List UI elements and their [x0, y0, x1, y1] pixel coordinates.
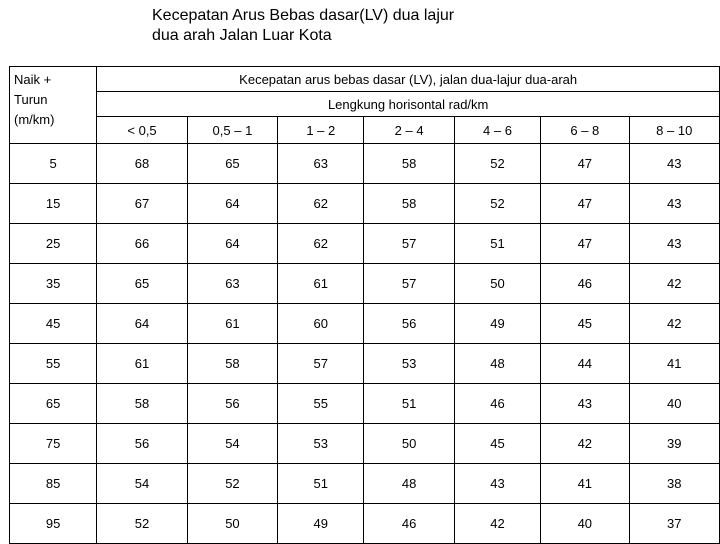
column-header: 1 – 2	[278, 117, 364, 144]
table-cell: 64	[187, 184, 277, 224]
column-header: < 0,5	[97, 117, 187, 144]
table-cell: 56	[187, 384, 277, 424]
row-label: 55	[10, 344, 97, 384]
table-cell: 53	[278, 424, 364, 464]
table-cell: 67	[97, 184, 187, 224]
row-label: 35	[10, 264, 97, 304]
table-cell: 53	[364, 344, 454, 384]
table-cell: 57	[364, 224, 454, 264]
table-cell: 61	[278, 264, 364, 304]
table-cell: 42	[629, 304, 720, 344]
table-head	[10, 67, 720, 144]
table-cell: 45	[454, 424, 540, 464]
table-cell: 52	[97, 504, 187, 544]
table-row	[10, 304, 720, 344]
title-line-1: Kecepatan Arus Bebas dasar(LV) dua lajur	[152, 7, 455, 24]
table-cell: 62	[278, 224, 364, 264]
table-cell: 42	[629, 264, 720, 304]
table-cell: 40	[629, 384, 720, 424]
table-cell: 40	[541, 504, 629, 544]
table-cell: 37	[629, 504, 720, 544]
column-header: 4 – 6	[454, 117, 540, 144]
table-cell: 65	[97, 264, 187, 304]
column-header: 0,5 – 1	[187, 117, 277, 144]
table-cell: 42	[541, 424, 629, 464]
table-row	[10, 384, 720, 424]
table-cell: 51	[454, 224, 540, 264]
group-header: Kecepatan arus bebas dasar (LV), jalan dua-lajur dua-arah	[97, 67, 720, 92]
table-cell: 43	[629, 224, 720, 264]
table-cell: 38	[629, 464, 720, 504]
table-cell: 47	[541, 144, 629, 184]
row-label: 25	[10, 224, 97, 264]
table-cell: 68	[97, 144, 187, 184]
table-cell: 46	[364, 504, 454, 544]
table-cell: 62	[278, 184, 364, 224]
row-label: 45	[10, 304, 97, 344]
table-cell: 46	[454, 384, 540, 424]
table-row	[10, 344, 720, 384]
title-line-2: dua arah Jalan Luar Kota	[152, 27, 332, 44]
table-cell: 42	[454, 504, 540, 544]
table-cell: 57	[278, 344, 364, 384]
table-cell: 66	[97, 224, 187, 264]
table-cell: 43	[629, 184, 720, 224]
table-cell: 52	[454, 144, 540, 184]
table-cell: 56	[364, 304, 454, 344]
table-cell: 46	[541, 264, 629, 304]
table-cell: 50	[364, 424, 454, 464]
table-cell: 63	[187, 264, 277, 304]
table-cell: 58	[364, 184, 454, 224]
row-label: 15	[10, 184, 97, 224]
table-cell: 47	[541, 184, 629, 224]
table-cell: 54	[97, 464, 187, 504]
table-cell: 43	[629, 144, 720, 184]
table-cell: 48	[364, 464, 454, 504]
table-cell: 55	[278, 384, 364, 424]
table-cell: 50	[187, 504, 277, 544]
table-cell: 48	[454, 344, 540, 384]
corner-line-3: (m/km)	[14, 112, 55, 127]
table-row	[10, 424, 720, 464]
table-row	[10, 464, 720, 504]
table-cell: 49	[454, 304, 540, 344]
column-header: 8 – 10	[629, 117, 720, 144]
table-row	[10, 504, 720, 544]
table-cell: 57	[364, 264, 454, 304]
table-row	[10, 224, 720, 264]
table-cell: 63	[278, 144, 364, 184]
table-cell: 51	[364, 384, 454, 424]
sub-header: Lengkung horisontal rad/km	[97, 92, 720, 117]
table-cell: 64	[187, 224, 277, 264]
table-cell: 44	[541, 344, 629, 384]
row-label: 65	[10, 384, 97, 424]
table-cell: 58	[187, 344, 277, 384]
table-cell: 49	[278, 504, 364, 544]
row-label: 85	[10, 464, 97, 504]
row-label: 75	[10, 424, 97, 464]
row-label: 5	[10, 144, 97, 184]
table-cell: 65	[187, 144, 277, 184]
table-cell: 43	[541, 384, 629, 424]
table-cell: 60	[278, 304, 364, 344]
table-cell: 61	[97, 344, 187, 384]
table-row	[10, 184, 720, 224]
table-cell: 41	[541, 464, 629, 504]
table-cell: 47	[541, 224, 629, 264]
table-body	[10, 144, 720, 544]
table-cell: 52	[454, 184, 540, 224]
table-row	[10, 144, 720, 184]
table-cell: 41	[629, 344, 720, 384]
table-cell: 43	[454, 464, 540, 504]
table-cell: 64	[97, 304, 187, 344]
table-cell: 51	[278, 464, 364, 504]
column-header: 2 – 4	[364, 117, 454, 144]
table-cell: 56	[97, 424, 187, 464]
table-cell: 54	[187, 424, 277, 464]
speed-table	[9, 66, 720, 544]
row-label: 95	[10, 504, 97, 544]
table-cell: 58	[364, 144, 454, 184]
table-cell: 61	[187, 304, 277, 344]
corner-header	[10, 67, 97, 144]
column-header-row	[10, 117, 720, 144]
table-cell: 52	[187, 464, 277, 504]
table-cell: 39	[629, 424, 720, 464]
corner-line-1: Naik +	[14, 72, 52, 87]
table-cell: 50	[454, 264, 540, 304]
page-title	[152, 6, 454, 46]
column-header: 6 – 8	[541, 117, 629, 144]
table-cell: 45	[541, 304, 629, 344]
corner-line-2: Turun	[14, 92, 48, 107]
table-cell: 58	[97, 384, 187, 424]
table-row	[10, 264, 720, 304]
